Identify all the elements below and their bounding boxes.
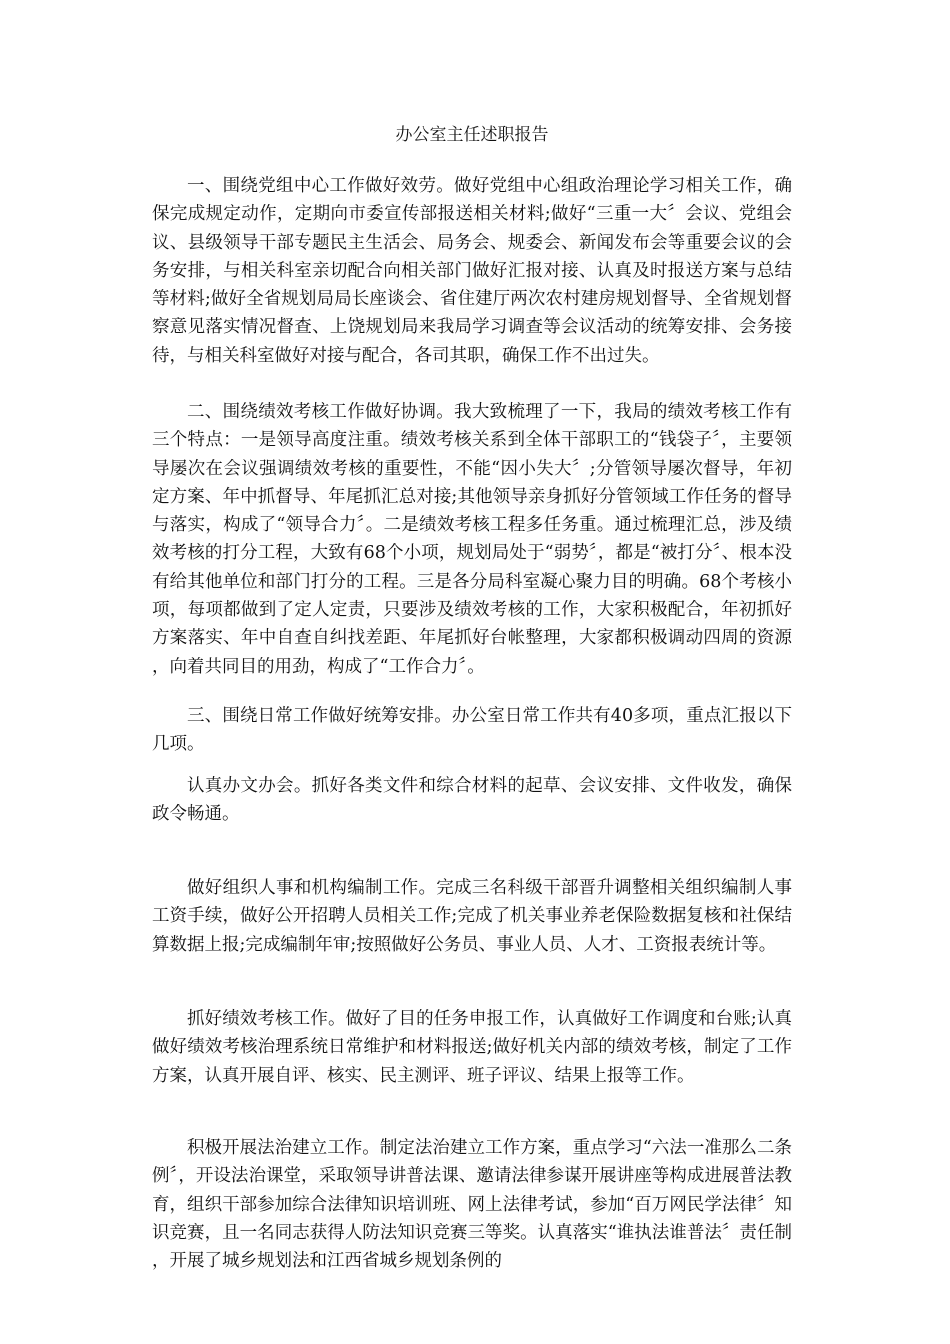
paragraph-party-service: 一、围绕党组中心工作做好效劳。做好党组中心组政治理论学习相关工作，确保完成规定动作，定期向市委宣传部报送相关材料;做好“三重一大〞会议、党组会议、县级领导干部专题民主生活会、局务会、规委会、新闻发布会等重要会议的会务安排，与相关科室亲切配合向相关部门做好汇报对接、认真及时报送方案与总结等材料;做好全省规划局局长座谈会、省住建厅两次农村建房规划督导、全省规划督察意见落实情况督查、上饶规划局来我局学习调查等会议活动的统筹安排、会务接待，与相关科室做好对接与配合，各司其职，确保工作不出过失。 bbox=[152, 176, 792, 366]
paragraph-performance-coordination: 二、围绕绩效考核工作做好协调。我大致梳理了一下，我局的绩效考核工作有三个特点：一是领导高度注重。绩效考核关系到全体干部职工的“钱袋子〞，主要领导屡次在会议强调绩效考核的重要性，不能“因小失大〞;分管领导屡次督导，年初定方案、年中抓督导、年尾抓汇总对接;其他领导亲身抓好分管领域工作任务的督导与落实，构成了“领导合力〞。二是绩效考核工程多任务重。通过梳理汇总，涉及绩效考核的打分工程，大致有68个小项，规划局处于“弱势〞，都是“被打分〞、根本没有给其他单位和部门打分的工程。三是各分局科室凝心聚力目的明确。68个考核小项，每项都做到了定人定责，只要涉及绩效考核的工作，大家积极配合，年初抓好方案落实、年中自查自纠找差距、年尾抓好台帐整理，大家都积极调动四周的资源，向着共同目的用劲，构成了“工作合力〞。 bbox=[152, 402, 792, 677]
paragraph-personnel-work: 做好组织人事和机构编制工作。完成三名科级干部晋升调整相关组织编制人事工资手续，做好公开招聘人员相关工作;完成了机关事业养老保险数据复核和社保结算数据上报;完成编制年审;按照做好公务员、事业人员、人才、工资报表统计等。 bbox=[152, 878, 792, 955]
paragraph-performance-assessment: 抓好绩效考核工作。做好了目的任务申报工作，认真做好工作调度和台账;认真做好绩效考核治理系统日常维护和材料报送;做好机关内部的绩效考核，制定了工作方案，认真开展自评、核实、民主测评、班子评议、结果上报等工作。 bbox=[152, 1009, 792, 1086]
paragraph-rule-of-law: 积极开展法治建立工作。制定法治建立工作方案，重点学习“六法一准那么二条例〞，开设法治课堂，采取领导讲普法课、邀请法律参谋开展讲座等构成进展普法教育，组织干部参加综合法律知识培训班、网上法律考试，参加“百万网民学法律〞知识竞赛，且一名同志获得人防法知识竞赛三等奖。认真落实“谁执法谁普法〞责任制，开展了城乡规划法和江西省城乡规划条例的 bbox=[152, 1138, 792, 1272]
paragraph-document-handling: 认真办文办会。抓好各类文件和综合材料的起草、会议安排、文件收发，确保政令畅通。 bbox=[152, 776, 792, 825]
document-title: 办公室主任述职报告 bbox=[395, 125, 549, 145]
paragraph-daily-work: 三、围绕日常工作做好统筹安排。办公室日常工作共有40多项，重点汇报以下几项。 bbox=[152, 706, 792, 755]
